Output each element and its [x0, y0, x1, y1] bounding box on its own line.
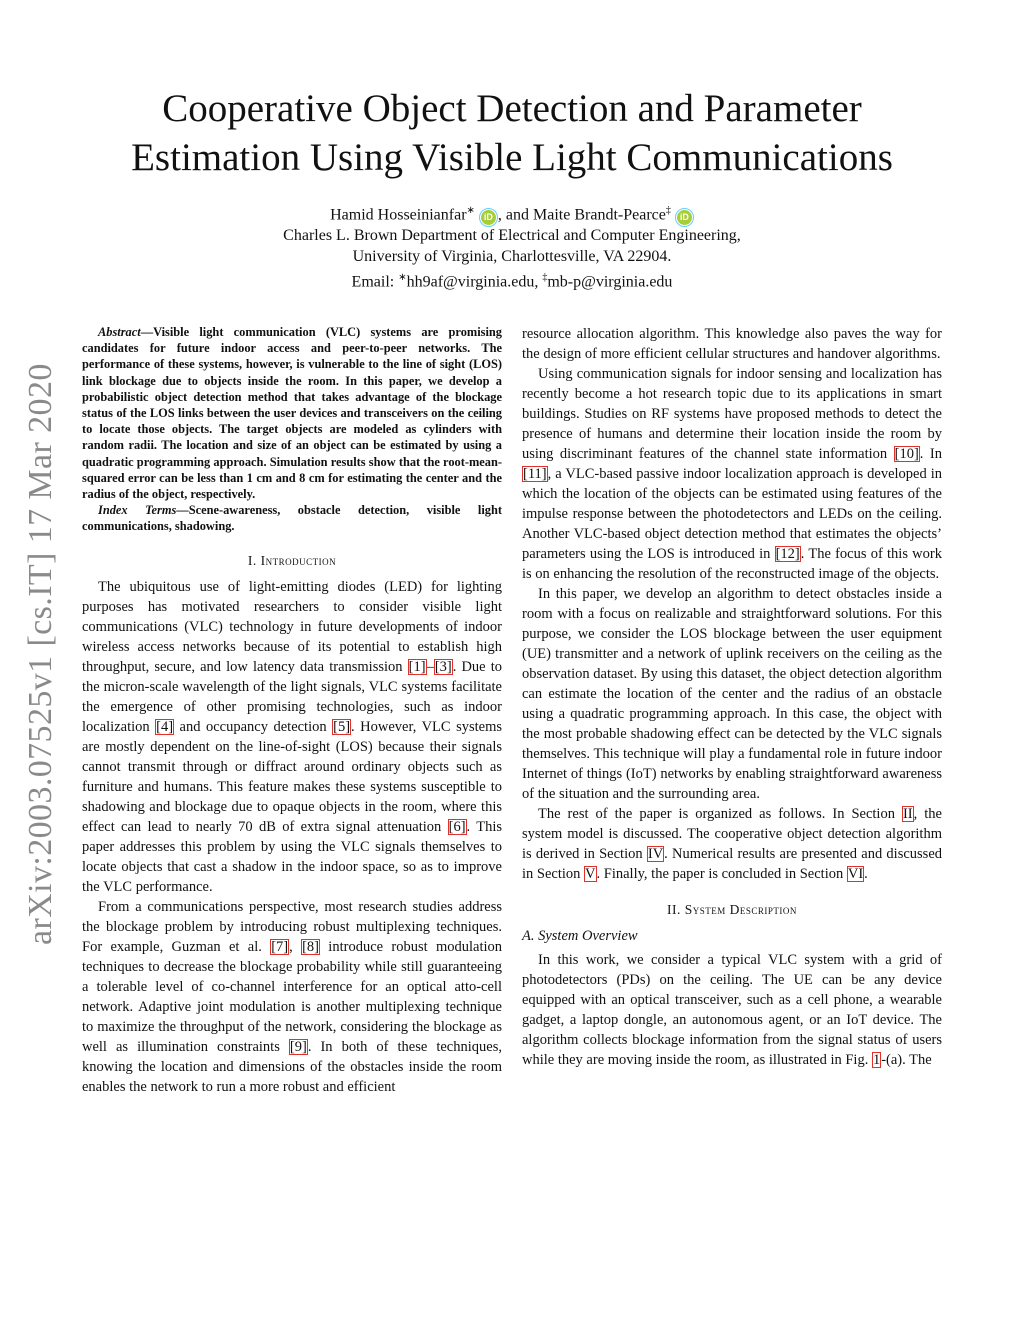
email-2-mark: ‡ [542, 272, 548, 284]
system-paragraph-1 [522, 950, 942, 1070]
abstract [82, 324, 502, 502]
citation-link[interactable]: [7] [271, 938, 289, 955]
text-run: , the system model is discussed. The cooperative object detection algorithm is derived in Section [522, 806, 942, 862]
text-run: Using communication signals for indoor sensing and localization has recently become a hot research topic due to its applications in smart buildings. Studies on RF systems have proposed methods to detect the presence of humans and determine their location inside the room by using discriminant features of the channel state information [522, 366, 942, 462]
affiliation-line-1: Charles L. Brown Department of Electrical and Computer Engineering, [283, 227, 741, 245]
paper-title [60, 84, 964, 182]
subsection-heading-system-overview: A. System Overview [522, 928, 638, 944]
text-run: . However, VLC systems are mostly dependent on the line-of-sight (LOS) because their signals cannot transmit through or diffract around ordinary objects such as furniture and humans. This feature makes these systems susceptible to shadowing and blockage due to opaque objects in the room, where this effect can lead to nearly 70 dB of extra signal attenuation [82, 718, 503, 835]
text-run: . The focus of this work is on enhancing the resolution of the reconstructed image of the objects. [522, 546, 942, 582]
text-run: From a communications perspective, most research studies address the blockage problem by introducing robust multiplexing techniques. For example, Guzman et al. [82, 898, 502, 955]
email-2: mb-p@virginia.edu [547, 273, 673, 291]
citation-link[interactable]: [11] [523, 466, 547, 482]
section-link[interactable]: V [585, 866, 596, 882]
right-column [522, 324, 942, 1070]
index-terms [82, 502, 502, 534]
index-terms-label: Index Terms [98, 503, 177, 518]
intro-paragraph-1 [82, 577, 502, 897]
title-line-1: Cooperative Object Detection and Parameter [162, 87, 862, 130]
index-terms-text: —Scene-awareness, obstacle detection, visible light communications, shadowing. [82, 503, 502, 534]
email-prefix: Email: [351, 273, 399, 291]
figure-link[interactable]: 1 [872, 1052, 881, 1068]
section-link[interactable]: VI [847, 866, 864, 882]
email-1: hh9af@virginia.edu, [406, 273, 543, 291]
text-run: and occupancy detection [174, 718, 333, 735]
section-heading-system-description: II. System Description [667, 902, 797, 917]
abstract-text: —Visible light communication (VLC) systems are promising candidates for future indoor access and peer-to-peer networks. The performance of these systems, however, is vulnerable to the line of sight (LOS) link blockage due to objects inside the room. In this paper, we develop a probabilistic object detection method that takes advantage of the blockage status of the LOS links between the user devices and transceivers on the ceiling to locate those objects. The target objects are modeled as cylinders with random radii. The location and size of an object can be estimated by using a quadratic programming approach. Simulation results show that the root-mean-squared error can be less than 1 cm and 8 cm for estimating the center and the radius of the object, respectively. [82, 325, 502, 502]
orcid-icon[interactable]: iD [481, 210, 496, 225]
text-run: introduce robust modulation techniques to decrease the blockage probability while still guaranteeing a tolerable level of co-channel interference for an optical atto-cell network. Adaptive joint modulation is another multiplexing technique to maximize the throughput of the network, considering the blockage as well as illumination constraints [82, 938, 503, 1055]
title-line-2: Estimation Using Visible Light Communications [131, 136, 893, 179]
intro-paragraph-2 [82, 897, 502, 1097]
text-run: . Numerical results are presented and discussed in Section [522, 846, 943, 882]
text-run: . In both of these techniques, knowing the location and dimensions of the obstacles inside the room enables the network to run a more robust and efficient [82, 1038, 502, 1095]
author-line [60, 200, 964, 225]
author-separator: , and [497, 206, 534, 224]
author-2-mark: ‡ [665, 205, 671, 216]
citation-link[interactable]: [10] [894, 446, 919, 462]
citation-link[interactable]: [8] [302, 938, 319, 955]
arxiv-identifier: arXiv:2003.07525v1 [cs.IT] 17 Mar 2020 [22, 363, 59, 945]
email-line [60, 267, 964, 292]
section-heading-introduction: I. Introduction [247, 552, 337, 568]
text-run: -(a). The [881, 1052, 932, 1068]
text-run: . Finally, the paper is concluded in Section [596, 866, 847, 882]
text-run: – [426, 658, 434, 675]
citation-link[interactable]: [4] [156, 718, 174, 735]
citation-link[interactable]: [9] [289, 1038, 307, 1055]
citation-link[interactable]: [12] [775, 546, 800, 562]
text-run: The rest of the paper is organized as follows. In Section [538, 806, 902, 822]
text-run: In this work, we consider a typical VLC system with a grid of photodetectors (PDs) on the ceiling. The UE can be any device equipped with an optical transceiver, such as a cell phone, a wearable gadget, a laptop dongle, an autonomous agent, or an IoT device. The algorithm collects blockage information from the signal status of users while they are moving inside the room, as illustrated in Fig. [522, 952, 942, 1068]
text-run: , [289, 938, 302, 955]
orcid-icon[interactable]: iD [677, 210, 692, 225]
left-column [82, 324, 502, 1097]
abstract-label: Abstract [98, 325, 141, 339]
section-link[interactable]: II [902, 806, 913, 822]
author-block [60, 200, 964, 293]
text-run: . Due to the micron-scale wavelength of the light signals, VLC systems facilitate the emergence of other promising technologies, such as indoor localization [82, 658, 502, 735]
citation-link[interactable]: [1] [408, 658, 426, 675]
author-2-name: Maite Brandt-Pearce [533, 206, 666, 224]
text-run: . In [919, 446, 942, 462]
intro-paragraph-5 [522, 804, 942, 884]
email-1-mark: ∗ [398, 272, 407, 284]
intro-paragraph-2-continued: resource allocation algorithm. This knowledge also paves the way for the design of more efficient cellular structures and handover algorithms. [522, 326, 942, 362]
intro-paragraph-4: In this paper, we develop an algorithm to detect obstacles inside a room with a focus on realizable and straightforward solutions. For this purpose, we consider the LOS blockage between the user equipment (UE) transmitter and a network of uplink receivers on the ceiling as the observation dataset. By using this dataset, the object detection algorithm can estimate the location of the center and the radius of an obstacle using a quadratic programming approach. In this case, the object with the most probable shadowing effect can be detected by the VLC signals themselves. This technique will play a fundamental role in future indoor Internet of things (IoT) networks by enabling straightforward awareness of the situation and the surrounding area. [522, 586, 942, 802]
citation-link[interactable]: [6] [448, 818, 466, 835]
text-run: . [864, 866, 868, 882]
citation-link[interactable]: [5] [333, 718, 351, 735]
text-run: The ubiquitous use of light-emitting diodes (LED) for lighting purposes has motivated researchers to consider visible light communications (VLC) technology in future developments of indoor wireless access networks because of its potential to establish high throughput, secure, and low latency data transmission [82, 578, 502, 675]
section-link[interactable]: IV [647, 846, 664, 862]
text-run: . This paper addresses this problem by using the VLC signals themselves to locate objects that cast a shadow in the indoor space, so as to improve the VLC performance. [82, 818, 502, 895]
author-1-mark: ∗ [466, 205, 475, 216]
author-1-name: Hamid Hosseinianfar [330, 206, 467, 224]
affiliation-line-2: University of Virginia, Charlottesville, VA 22904. [352, 248, 672, 266]
text-run: , a VLC-based passive indoor localization approach is developed in which the location of the objects can be estimated using features of the impulse response between the photodetectors and LEDs on the ceiling. Another VLC-based object detection method that estimates the objects’ parameters using the LOS is introduced in [522, 466, 942, 562]
citation-link[interactable]: [3] [434, 658, 452, 675]
intro-paragraph-3 [522, 364, 942, 584]
